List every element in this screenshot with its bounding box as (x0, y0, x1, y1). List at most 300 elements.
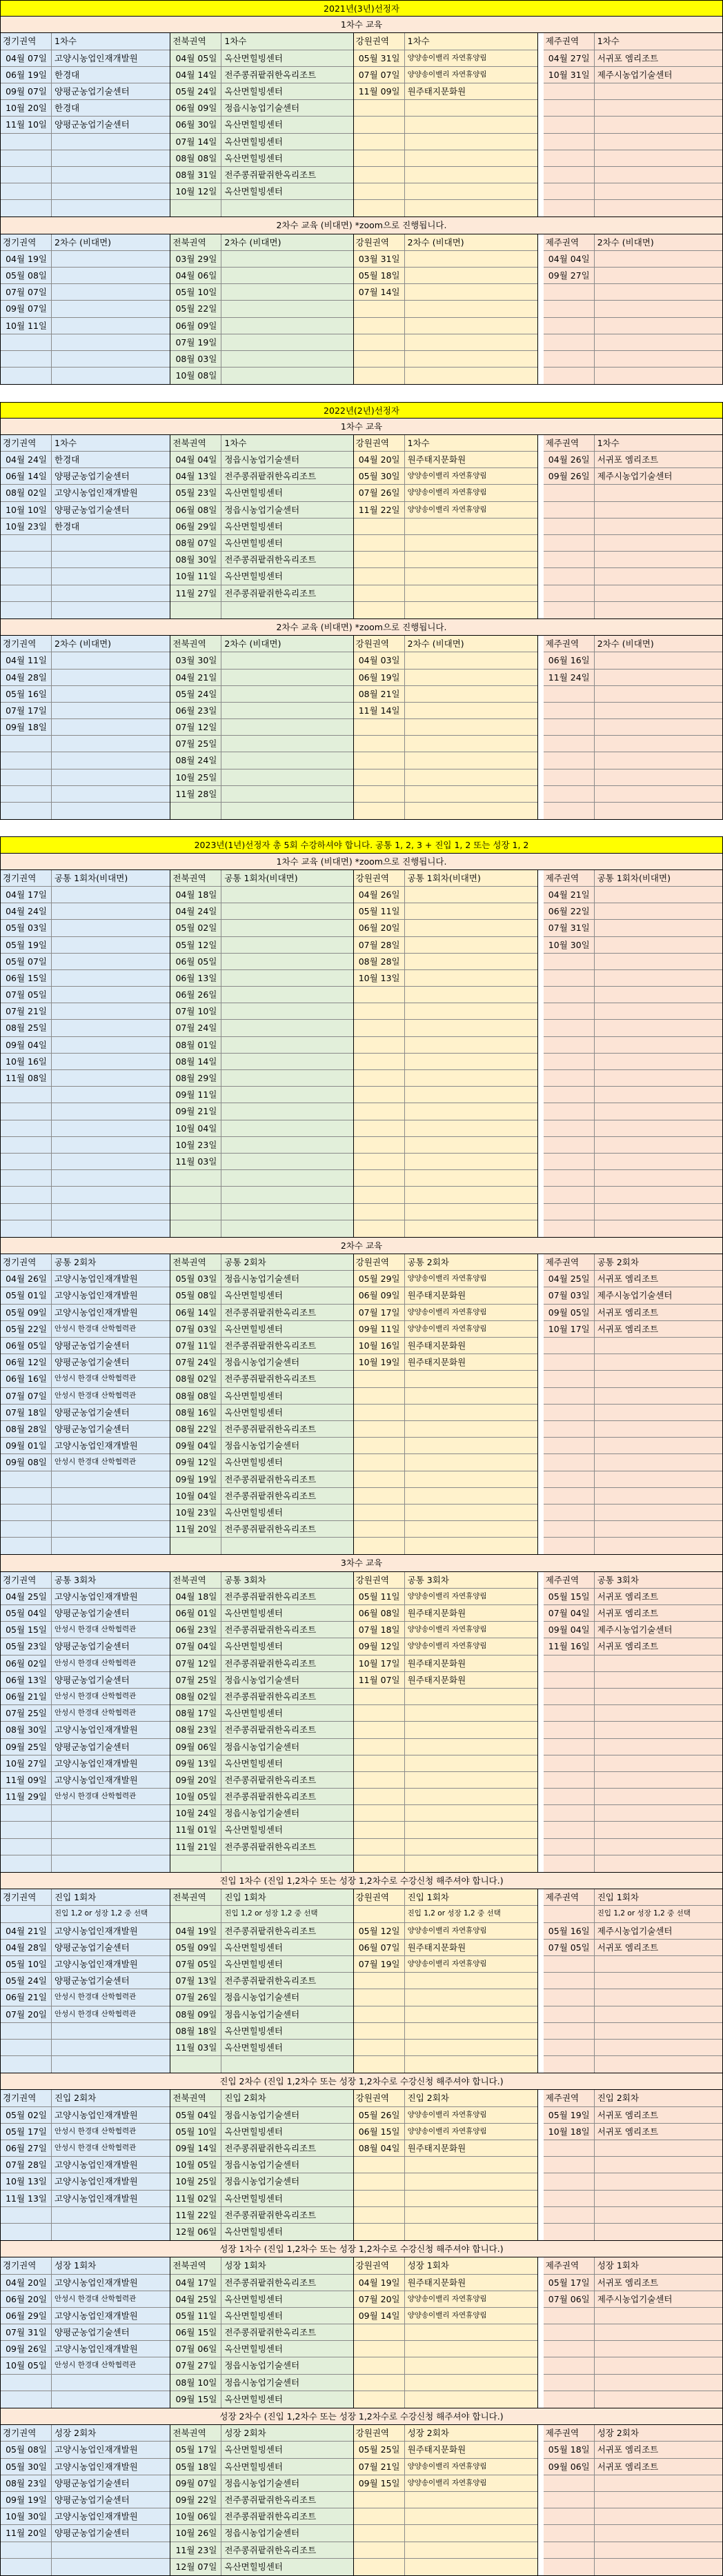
date-cell: 09월 07일 (170, 2475, 221, 2491)
schedule-row (544, 1438, 722, 1454)
date-cell: 11월 03일 (170, 1154, 221, 1169)
date-cell: 06월 09일 (170, 100, 221, 116)
date-cell (170, 602, 221, 618)
place-cell (595, 301, 722, 316)
place-cell: 정읍시농업기술센터 (224, 1440, 300, 1451)
date-cell: 11월 09일 (354, 83, 405, 99)
place-cell (52, 268, 170, 283)
schedule-row (1, 1003, 170, 1020)
schedule-row (354, 1789, 537, 1805)
place-cell (52, 970, 170, 986)
date-cell (354, 1755, 405, 1771)
region-column-2 (353, 234, 537, 385)
schedule-row (354, 1672, 537, 1689)
date-cell (354, 318, 405, 334)
column-header (1, 1254, 170, 1271)
date-cell: 04월 26일 (544, 452, 595, 467)
date-cell (544, 301, 595, 316)
place-cell (405, 585, 537, 601)
schedule-row (544, 1656, 722, 1672)
date-cell: 09월 21일 (170, 1103, 221, 1119)
place-cell (595, 2140, 722, 2156)
schedule-row (544, 1638, 722, 1655)
schedule-row (170, 2391, 353, 2408)
schedule-row (354, 1454, 537, 1471)
date-cell: 04월 03일 (354, 652, 405, 668)
schedule-row (544, 2173, 722, 2190)
place-cell: 전주콩쥐팥쥐한옥리조트 (224, 1658, 317, 1669)
schedule-row (170, 1287, 353, 1304)
date-cell: 08월 28일 (354, 954, 405, 969)
schedule-row (354, 1722, 537, 1738)
place-cell (221, 1220, 353, 1237)
date-cell (354, 752, 405, 768)
date-cell (544, 2308, 595, 2324)
date-cell (170, 1855, 221, 1872)
date-cell (354, 1154, 405, 1169)
region-column-3 (544, 234, 722, 385)
date-cell: 05월 03일 (170, 1271, 221, 1287)
place-cell (405, 1154, 537, 1169)
round-label: 성장 2회차 (55, 2428, 97, 2439)
schedule-row (1, 1471, 170, 1488)
schedule-row (354, 2525, 537, 2542)
date-cell (354, 1722, 405, 1738)
schedule-row (170, 803, 353, 819)
schedule-row (354, 2124, 537, 2140)
column-spacer (537, 636, 544, 819)
place-cell (405, 1722, 537, 1738)
date-cell: 10월 23일 (170, 1505, 221, 1520)
schedule-row (354, 468, 537, 485)
date-cell (1, 2542, 52, 2558)
date-cell (354, 1388, 405, 1404)
place-cell (595, 2056, 722, 2073)
place-cell (595, 1338, 722, 1354)
place-cell: 양평군농업기술센터 (55, 2528, 130, 2539)
date-cell: 07월 24일 (170, 1354, 221, 1370)
date-cell (544, 318, 595, 334)
date-cell (354, 301, 405, 316)
place-cell: 옥산면힐빙센터 (224, 1457, 283, 1468)
date-cell: 09월 08일 (1, 1454, 52, 1470)
place-cell: 전주콩쥐팥쥐한옥리조트 (224, 1774, 317, 1785)
place-cell: 제주시농업기술센터 (597, 69, 673, 80)
place-cell (52, 1037, 170, 1053)
place-cell (405, 1505, 537, 1520)
place-cell (405, 2324, 537, 2340)
region-label: 전북권역 (170, 2090, 221, 2106)
date-cell: 11월 27일 (170, 585, 221, 601)
place-cell (52, 2040, 170, 2055)
region-label: 강원권역 (354, 1254, 405, 1270)
place-cell: 고양시농업인재개발원 (55, 1925, 138, 1936)
region-column-3 (544, 2257, 722, 2408)
date-cell (544, 1003, 595, 1019)
place-cell (595, 1120, 722, 1136)
date-cell: 05월 12일 (354, 1923, 405, 1939)
schedule-row (170, 1054, 353, 1070)
schedule-row (354, 1305, 537, 1321)
schedule-row (1, 552, 170, 568)
schedule-row (1, 752, 170, 769)
place-cell: 양양송이밸리 자연휴양림 (407, 1274, 487, 1283)
place-cell: 전주콩쥐팥쥐한옥리조트 (224, 1724, 317, 1735)
place-cell: 고양시농업인재개발원 (55, 52, 138, 63)
schedule-row (1, 1705, 170, 1722)
schedule-row (544, 452, 722, 468)
place-cell (52, 1805, 170, 1821)
schedule-row (170, 2140, 353, 2157)
place-cell (52, 1521, 170, 1537)
schedule-row (544, 1672, 722, 1689)
place-cell (52, 200, 170, 217)
place-cell: 전주콩쥐팥쥐한옥리조트 (224, 1373, 317, 1385)
date-cell (544, 368, 595, 384)
region-label: 제주권역 (544, 33, 595, 49)
date-cell (544, 2173, 595, 2189)
schedule-row (544, 1906, 722, 1922)
place-cell (405, 1070, 537, 1086)
date-cell (544, 568, 595, 584)
place-cell (52, 670, 170, 685)
schedule-row (354, 1505, 537, 1521)
place-cell: 전주콩쥐팥쥐한옥리조트 (224, 2494, 317, 2505)
date-cell (1, 1204, 52, 1220)
place-cell (595, 134, 722, 150)
date-cell (354, 2525, 405, 2541)
date-cell (544, 1755, 595, 1771)
region-column-2 (353, 636, 537, 819)
round-label: 성장 1회차 (407, 2260, 449, 2271)
region-label: 강원권역 (354, 870, 405, 886)
place-cell (405, 552, 537, 567)
round-label: 공통 3회차 (55, 1574, 97, 1585)
schedule-row (544, 1154, 722, 1170)
region-label: 제주권역 (544, 1889, 595, 1905)
column-header (1, 870, 170, 887)
schedule-row (170, 1271, 353, 1287)
schedule-row (544, 2275, 722, 2291)
place-cell: 옥산면힐빙센터 (224, 1290, 283, 1301)
place-cell (595, 1772, 722, 1788)
place-cell (221, 1170, 353, 1186)
round-label: 2차수 (비대면) (597, 638, 654, 650)
place-cell: 진입 1,2 or 성장 1,2 중 선택 (55, 1909, 148, 1918)
date-cell: 05월 03일 (1, 920, 52, 936)
region-column-2 (353, 1572, 537, 1872)
schedule-row (1, 2492, 170, 2508)
schedule-row (544, 519, 722, 535)
schedule-grid (0, 1889, 723, 2073)
date-cell: 09월 05일 (544, 1305, 595, 1320)
date-cell (1, 1505, 52, 1520)
schedule-row (1, 703, 170, 719)
region-label: 제주권역 (544, 2090, 595, 2106)
date-cell (170, 1906, 221, 1922)
place-cell (595, 1488, 722, 1504)
date-cell: 05월 25일 (354, 2442, 405, 2457)
place-cell (405, 1405, 537, 1420)
date-cell (1, 1488, 52, 1504)
schedule-row (1, 519, 170, 535)
date-cell (544, 2040, 595, 2055)
date-cell (544, 150, 595, 166)
place-cell: 서귀포 엠리조트 (597, 52, 659, 63)
place-cell (595, 1220, 722, 1237)
place-cell (221, 1054, 353, 1069)
date-cell: 05월 30일 (1, 2459, 52, 2475)
place-cell (405, 602, 537, 618)
place-cell: 서귀포 엠리조트 (597, 454, 659, 465)
place-cell: 양양송이밸리 자연휴양림 (407, 2478, 487, 2487)
date-cell (170, 1538, 221, 1554)
schedule-row (1, 318, 170, 334)
place-cell (221, 334, 353, 350)
place-cell: 양평군농업기술센터 (55, 1975, 130, 1986)
schedule-row (544, 301, 722, 317)
schedule-row (1, 1454, 170, 1471)
place-cell: 양양송이밸리 자연휴양림 (407, 53, 487, 62)
date-cell (354, 1689, 405, 1704)
schedule-row (354, 2459, 537, 2475)
schedule-row (354, 987, 537, 1003)
schedule-row (170, 2525, 353, 2542)
date-cell (1, 351, 52, 367)
schedule-row (1, 1923, 170, 1940)
date-cell: 09월 26일 (1, 2341, 52, 2357)
schedule-row (1, 2559, 170, 2575)
place-cell (221, 1037, 353, 1053)
region-label: 전북권역 (170, 2425, 221, 2441)
place-cell: 전주콩쥐팥쥐한옥리조트 (224, 169, 317, 180)
place-cell (405, 1855, 537, 1872)
region-label: 전북권역 (170, 435, 221, 451)
place-cell: 양평군농업기술센터 (55, 1641, 130, 1652)
schedule-row (544, 2391, 722, 2408)
schedule-row (1, 1689, 170, 1705)
date-cell (544, 1020, 595, 1036)
place-cell: 안성시 한경대 산학협력관 (55, 2361, 137, 2370)
date-cell (354, 2224, 405, 2240)
date-cell: 08월 23일 (1, 2475, 52, 2491)
schedule-row (354, 368, 537, 384)
schedule-row (544, 887, 722, 903)
date-cell: 07월 25일 (170, 736, 221, 752)
place-cell (221, 1087, 353, 1103)
schedule-grid (0, 234, 723, 385)
place-cell (595, 903, 722, 919)
schedule-row (544, 2107, 722, 2124)
schedule-row (170, 652, 353, 669)
place-cell (405, 803, 537, 819)
date-cell: 06월 05일 (1, 1338, 52, 1354)
schedule-row (544, 2308, 722, 2324)
date-cell (354, 2040, 405, 2055)
schedule-row (544, 167, 722, 183)
schedule-row (1, 284, 170, 301)
place-cell (221, 670, 353, 685)
schedule-row (170, 1154, 353, 1170)
schedule-row (1, 1805, 170, 1822)
schedule-row (170, 1705, 353, 1722)
schedule-row (170, 2442, 353, 2458)
schedule-row (1, 2442, 170, 2458)
place-cell (405, 100, 537, 116)
schedule-row (354, 1638, 537, 1655)
schedule-row (170, 318, 353, 334)
schedule-row (1, 2308, 170, 2324)
date-cell (354, 100, 405, 116)
place-cell (405, 1103, 537, 1119)
date-cell (354, 351, 405, 367)
column-header (544, 234, 722, 251)
date-cell (544, 83, 595, 99)
date-cell: 06월 14일 (170, 1305, 221, 1320)
schedule-row (354, 2291, 537, 2308)
schedule-row (544, 535, 722, 552)
date-cell: 04월 20일 (1, 2275, 52, 2291)
date-cell (544, 284, 595, 300)
date-cell (170, 2056, 221, 2073)
column-header (354, 2090, 537, 2106)
date-cell: 07월 17일 (354, 1305, 405, 1320)
schedule-row (170, 2173, 353, 2190)
schedule-row (544, 1789, 722, 1805)
schedule-row (1, 1388, 170, 1405)
place-cell (52, 602, 170, 618)
place-cell: 고양시농업인재개발원 (55, 1958, 138, 1969)
date-cell (1, 1170, 52, 1186)
place-cell (52, 920, 170, 936)
schedule-row (544, 2475, 722, 2492)
date-cell (544, 1739, 595, 1755)
column-header (544, 33, 722, 50)
place-cell (405, 334, 537, 350)
region-label: 전북권역 (170, 2257, 221, 2273)
place-cell: 제주시농업기술센터 (597, 2293, 673, 2304)
date-cell (1, 736, 52, 752)
place-cell: 옥산면힐빙센터 (224, 2193, 283, 2204)
date-cell: 08월 10일 (170, 2375, 221, 2391)
schedule-row (1, 2475, 170, 2492)
date-cell: 10월 12일 (170, 183, 221, 199)
schedule-row (544, 1454, 722, 1471)
region-column-2 (353, 870, 537, 1237)
place-cell: 옥산면힐빙센터 (224, 1708, 283, 1719)
place-cell (221, 1070, 353, 1086)
date-cell (544, 803, 595, 819)
place-cell (52, 2542, 170, 2558)
place-cell: 안성시 한경대 산학협력관 (55, 1691, 137, 1700)
place-cell (595, 2475, 722, 2491)
place-cell: 서귀포 엠리조트 (597, 2461, 659, 2472)
schedule-row (170, 1989, 353, 2006)
date-cell (354, 535, 405, 551)
schedule-row (170, 703, 353, 719)
schedule-row (544, 268, 722, 284)
schedule-row (1, 1622, 170, 1638)
region-column-1 (170, 2425, 353, 2575)
date-cell: 08월 28일 (1, 1421, 52, 1437)
schedule-row (354, 937, 537, 954)
column-header (354, 1572, 537, 1589)
round-label: 공통 3회차 (407, 1574, 449, 1585)
place-cell: 고양시농업인재개발원 (55, 2444, 138, 2455)
date-cell: 04월 21일 (1, 1923, 52, 1939)
schedule-row (170, 502, 353, 519)
schedule-row (354, 1338, 537, 1354)
schedule-row (354, 2056, 537, 2073)
date-cell: 07월 24일 (170, 1020, 221, 1036)
schedule-row (1, 200, 170, 217)
schedule-row (1, 2275, 170, 2291)
date-cell (544, 2157, 595, 2173)
place-cell (405, 1454, 537, 1470)
date-cell: 11월 14일 (354, 703, 405, 718)
place-cell: 고양시농업인재개발원 (55, 1274, 138, 1285)
column-header (170, 1254, 353, 1271)
schedule-row (544, 937, 722, 954)
schedule-row (354, 1622, 537, 1638)
date-cell: 09월 18일 (1, 719, 52, 735)
region-column-1 (170, 1254, 353, 1554)
date-cell (544, 1822, 595, 1838)
date-cell: 05월 23일 (1, 1638, 52, 1654)
place-cell (595, 568, 722, 584)
schedule-row (170, 251, 353, 268)
schedule-row (1, 2040, 170, 2056)
place-cell (405, 2391, 537, 2408)
date-cell (544, 1705, 595, 1721)
schedule-row (354, 1855, 537, 1872)
region-column-1 (170, 1889, 353, 2073)
region-column-3 (544, 33, 722, 217)
schedule-row (170, 535, 353, 552)
schedule-row (354, 970, 537, 987)
schedule-row (544, 1103, 722, 1120)
schedule-row (354, 736, 537, 752)
place-cell: 제주시농업기술센터 (597, 1290, 673, 1301)
schedule-row (1, 987, 170, 1003)
place-cell (405, 719, 537, 735)
date-cell: 10월 18일 (544, 2124, 595, 2140)
schedule-row (1, 1940, 170, 1956)
schedule-row (544, 1421, 722, 1438)
date-cell: 07월 19일 (354, 1956, 405, 1972)
schedule-row (1, 1020, 170, 1036)
place-cell (595, 1739, 722, 1755)
schedule-row (170, 1137, 353, 1154)
place-cell (405, 1421, 537, 1437)
place-cell (595, 334, 722, 350)
date-cell (354, 2191, 405, 2206)
date-cell: 11월 22일 (354, 502, 405, 518)
place-cell (52, 2224, 170, 2240)
schedule-row (1, 1722, 170, 1738)
place-cell: 전주콩쥐팥쥐한옥리조트 (224, 1591, 317, 1602)
schedule-row (544, 251, 722, 268)
place-cell: 옥산면힐빙센터 (224, 1758, 283, 1769)
date-cell (544, 1989, 595, 2005)
place-cell: 고양시농업인재개발원 (55, 2310, 138, 2321)
place-cell (595, 786, 722, 802)
place-cell (52, 719, 170, 735)
schedule-row (170, 1538, 353, 1554)
date-cell (544, 1538, 595, 1554)
place-cell (595, 1388, 722, 1404)
date-cell (354, 1120, 405, 1136)
